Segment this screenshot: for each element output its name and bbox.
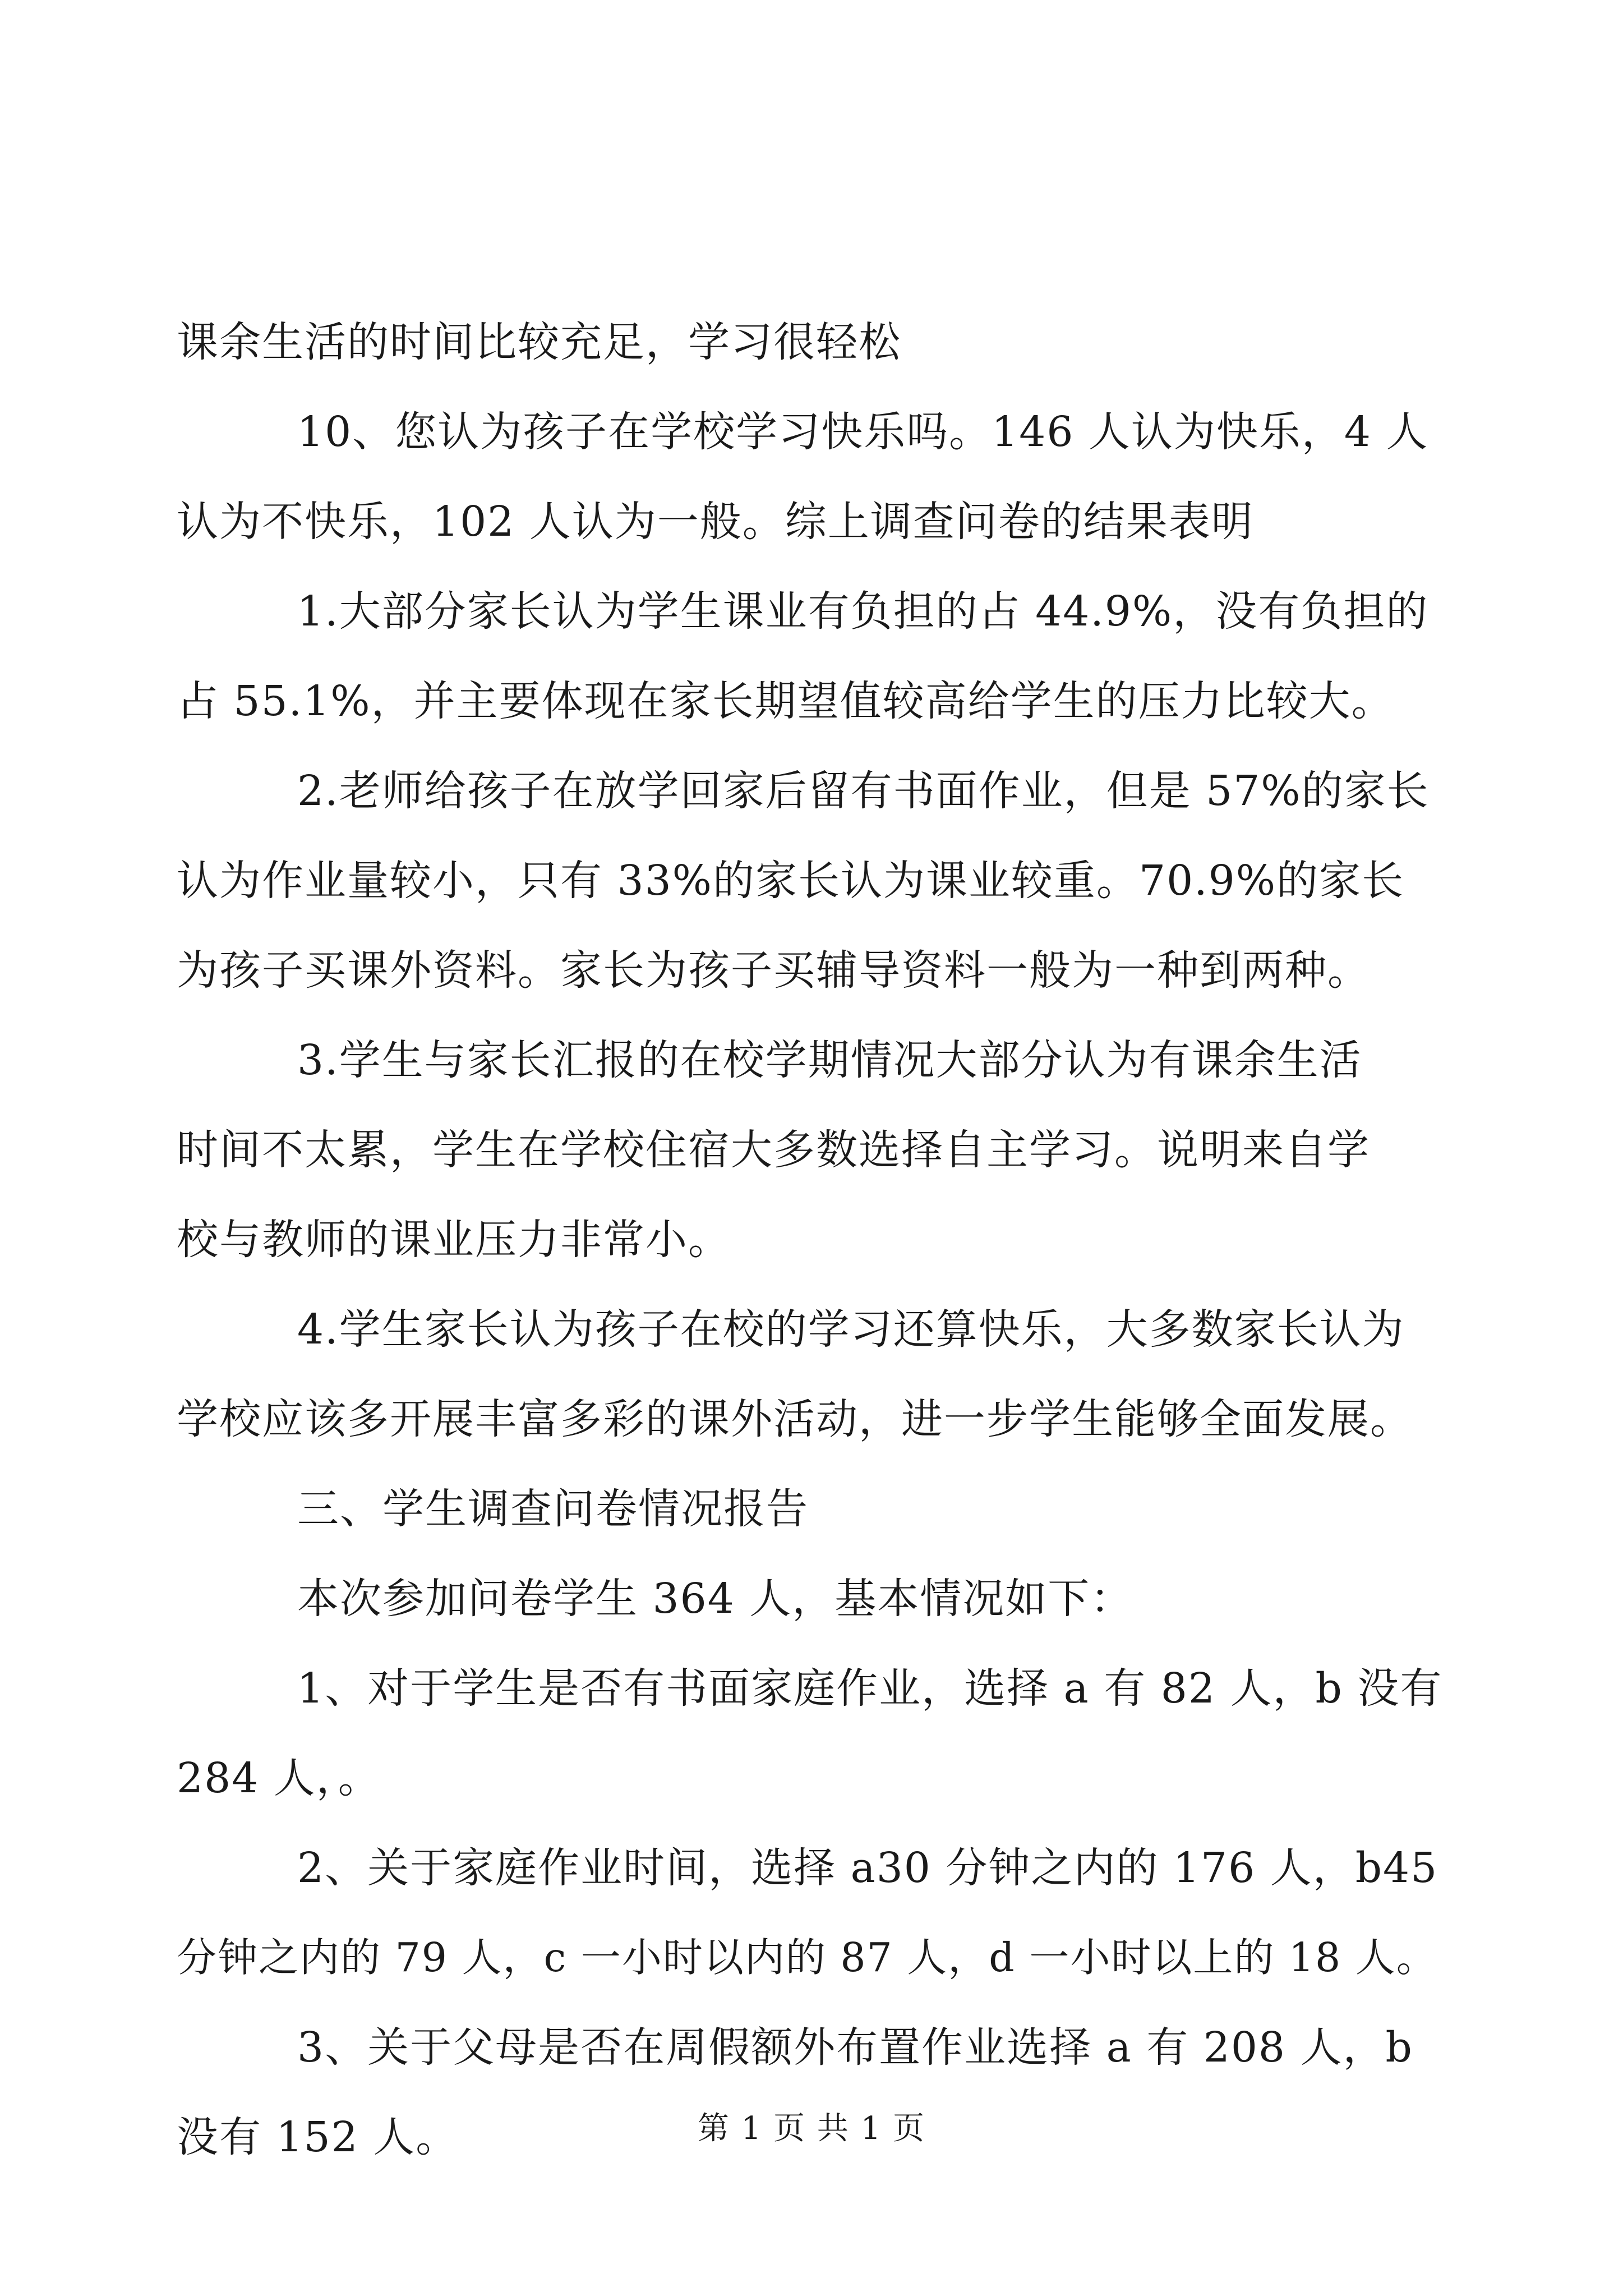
text-line: 本次参加问卷学生 364 人，基本情况如下： — [297, 1575, 1133, 1623]
text-line: 2.老师给孩子在放学回家后留有书面作业，但是 57%的家长 — [297, 767, 1430, 815]
text-line: 284 人，。 — [177, 1754, 381, 1802]
text-line: 课余生活的时间比较充足，学习很轻松 — [177, 318, 901, 366]
text-line: 1.大部分家长认为学生课业有负担的占 44.9%，没有负担的 — [297, 587, 1429, 636]
text-line: 校与教师的课业压力非常小。 — [177, 1216, 731, 1264]
text-line: 2、关于家庭作业时间，选择 a30 分钟之内的 176 人，b45 — [297, 1844, 1438, 1892]
text-line: 没有 152 人。 — [177, 2113, 459, 2161]
section-heading: 三、学生调查问卷情况报告 — [297, 1485, 809, 1533]
text-line: 学校应该多开展丰富多彩的课外活动，进一步学生能够全面发展。 — [177, 1395, 1413, 1443]
document-body — [177, 297, 1450, 2182]
text-line: 时间不太累，学生在学校住宿大多数选择自主学习。说明来自学 — [177, 1126, 1370, 1174]
text-line: 分钟之内的 79 人，c 一小时以内的 87 人，d 一小时以上的 18 人。 — [177, 1934, 1437, 1981]
text-line: 1、对于学生是否有书面家庭作业，选择 a 有 82 人，b 没有 — [297, 1664, 1443, 1713]
text-line: 认为不快乐，102 人认为一般。综上调查问卷的结果表明 — [177, 498, 1254, 546]
text-line: 为孩子买课外资料。家长为孩子买辅导资料一般为一种到两种。 — [177, 946, 1370, 995]
text-line: 占 55.1%，并主要体现在家长期望值较高给学生的压力比较大。 — [177, 677, 1394, 725]
text-line: 4.学生家长认为孩子在校的学习还算快乐，大多数家长认为 — [297, 1305, 1405, 1354]
text-line: 10、您认为孩子在学校学习快乐吗。146 人认为快乐，4 人 — [297, 408, 1429, 456]
text-line: 3、关于父母是否在周假额外布置作业选择 a 有 208 人，b — [297, 2023, 1413, 2072]
text-line: 3.学生与家长汇报的在校学期情况大部分认为有课余生活 — [297, 1036, 1362, 1084]
text-line: 认为作业量较小，只有 33%的家长认为课业较重。70.9%的家长 — [177, 857, 1405, 905]
page-footer: 第 1 页 共 1 页 — [697, 2110, 926, 2147]
